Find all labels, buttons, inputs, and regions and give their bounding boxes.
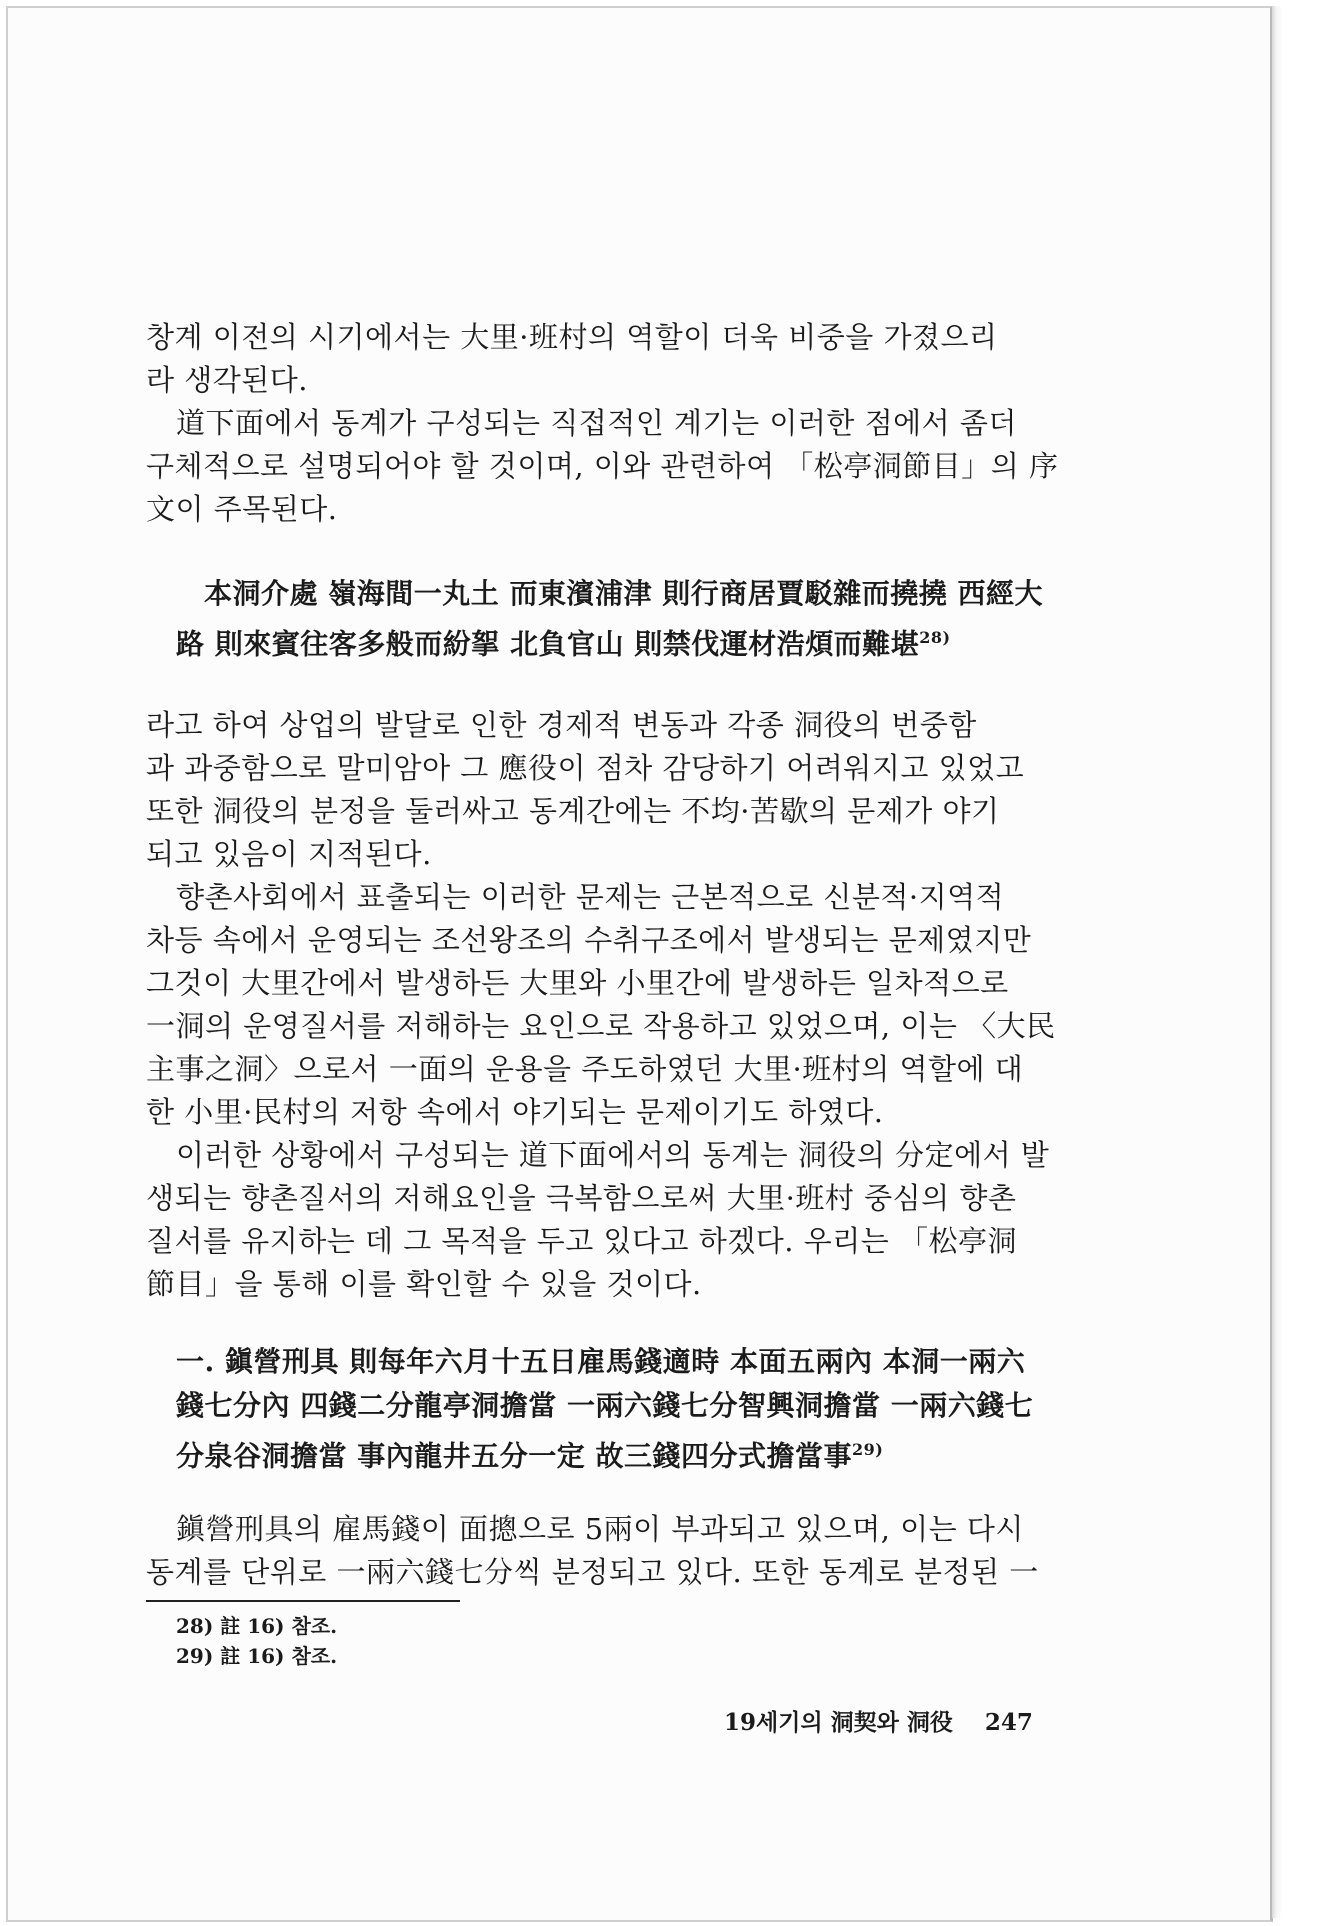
quote-line: [176, 616, 1066, 666]
body-line: 질서를 유지하는 데 그 목적을 두고 있다고 하겠다. 우리는 「松亭洞: [146, 1224, 1018, 1258]
body-line: 생되는 향촌질서의 저해요인을 극복함으로써 大里·班村 중심의 향촌: [146, 1181, 1017, 1215]
body-line: 한 小里·民村의 저항 속에서 야기되는 문제이기도 하였다.: [146, 1095, 884, 1129]
footnotes: [176, 1611, 337, 1671]
running-title: 19세기의 洞契와 洞役: [724, 1709, 953, 1736]
body-line: 이러한 상황에서 구성되는 道下面에서의 동계는 洞役의 分定에서 발: [176, 1138, 1050, 1172]
footnote-ref-29: 29): [852, 1440, 884, 1459]
body-line: 라 생각된다.: [146, 363, 309, 397]
footnote-28: 28) 註 16) 참조.: [176, 1614, 338, 1638]
body-paragraph-bottom: [146, 1508, 1066, 1594]
body-line: 道下面에서 동계가 구성되는 직접적인 계기는 이러한 점에서 좀더: [176, 406, 1017, 440]
body-line: 동계를 단위로 一兩六錢七分씩 분정되고 있다. 또한 동계로 분정된 一: [146, 1555, 1039, 1589]
body-line: 라고 하여 상업의 발달로 인한 경제적 변동과 각종 洞役의 번중함: [146, 708, 977, 742]
quote-line-text: 路 則來賓往客多般而紛挐 北負官山 則禁伐運材浩煩而難堪: [176, 627, 920, 661]
footnote-29: 29) 註 16) 참조.: [176, 1644, 338, 1668]
page-number: 247: [984, 1709, 1033, 1736]
block-quote-2: [176, 1340, 1066, 1478]
body-line: 되고 있음이 지적된다.: [146, 837, 432, 871]
body-line: 節目」을 통해 이를 확인할 수 있을 것이다.: [146, 1267, 702, 1301]
body-line: 향촌사회에서 표출되는 이러한 문제는 근본적으로 신분적·지역적: [176, 880, 1005, 914]
body-line: 또한 洞役의 분정을 둘러싸고 동계간에는 不均·苦歇의 문제가 야기: [146, 794, 1000, 828]
body-line: 창계 이전의 시기에서는 大里·班村의 역할이 더욱 비중을 가졌으리: [146, 320, 998, 354]
footnote-divider: [146, 1600, 460, 1602]
body-line: 구체적으로 설명되어야 할 것이며, 이와 관련하여 「松亭洞節目」의 序: [146, 449, 1059, 483]
body-line: 그것이 大里간에서 발생하든 大里와 小里간에 발생하든 일차적으로: [146, 966, 1009, 1000]
quote-line-text: 分泉谷洞擔當 事內龍井五分一定 故三錢四分式擔當事: [176, 1439, 852, 1473]
body-paragraph-middle: [146, 704, 1066, 1306]
footnote-ref-28: 28): [919, 628, 951, 647]
body-line: 一洞의 운영질서를 저해하는 요인으로 작용하고 있었으며, 이는 〈大民: [146, 1009, 1056, 1043]
quote-line: 一. 鎭營刑具 則每年六月十五日雇馬錢適時 本面五兩內 本洞一兩六: [176, 1345, 1026, 1378]
body-line: 主事之洞〉으로서 一面의 운용을 주도하였던 大里·班村의 역할에 대: [146, 1052, 1024, 1086]
quote-line: 本洞介處 嶺海間一丸土 而東濱浦津 則行商居賈駁雜而撓撓 西經大: [204, 577, 1043, 610]
page-edge-shadow: [1272, 6, 1282, 1918]
body-line: 과 과중함으로 말미암아 그 應役이 점차 감당하기 어려워지고 있었고: [146, 751, 1025, 785]
body-line: 鎭營刑具의 雇馬錢이 面摠으로 5兩이 부과되고 있으며, 이는 다시: [176, 1512, 1024, 1546]
body-paragraph-top: [146, 316, 1066, 531]
running-footer: [724, 1704, 1033, 1737]
body-line: 차등 속에서 운영되는 조선왕조의 수취구조에서 발생되는 문제였지만: [146, 923, 1032, 957]
block-quote-1: [176, 572, 1066, 666]
quote-line: 錢七分內 四錢二分龍亭洞擔當 一兩六錢七分智興洞擔當 一兩六錢七: [176, 1389, 1034, 1422]
quote-line: [176, 1428, 1066, 1478]
body-line: 文이 주목된다.: [146, 492, 338, 526]
